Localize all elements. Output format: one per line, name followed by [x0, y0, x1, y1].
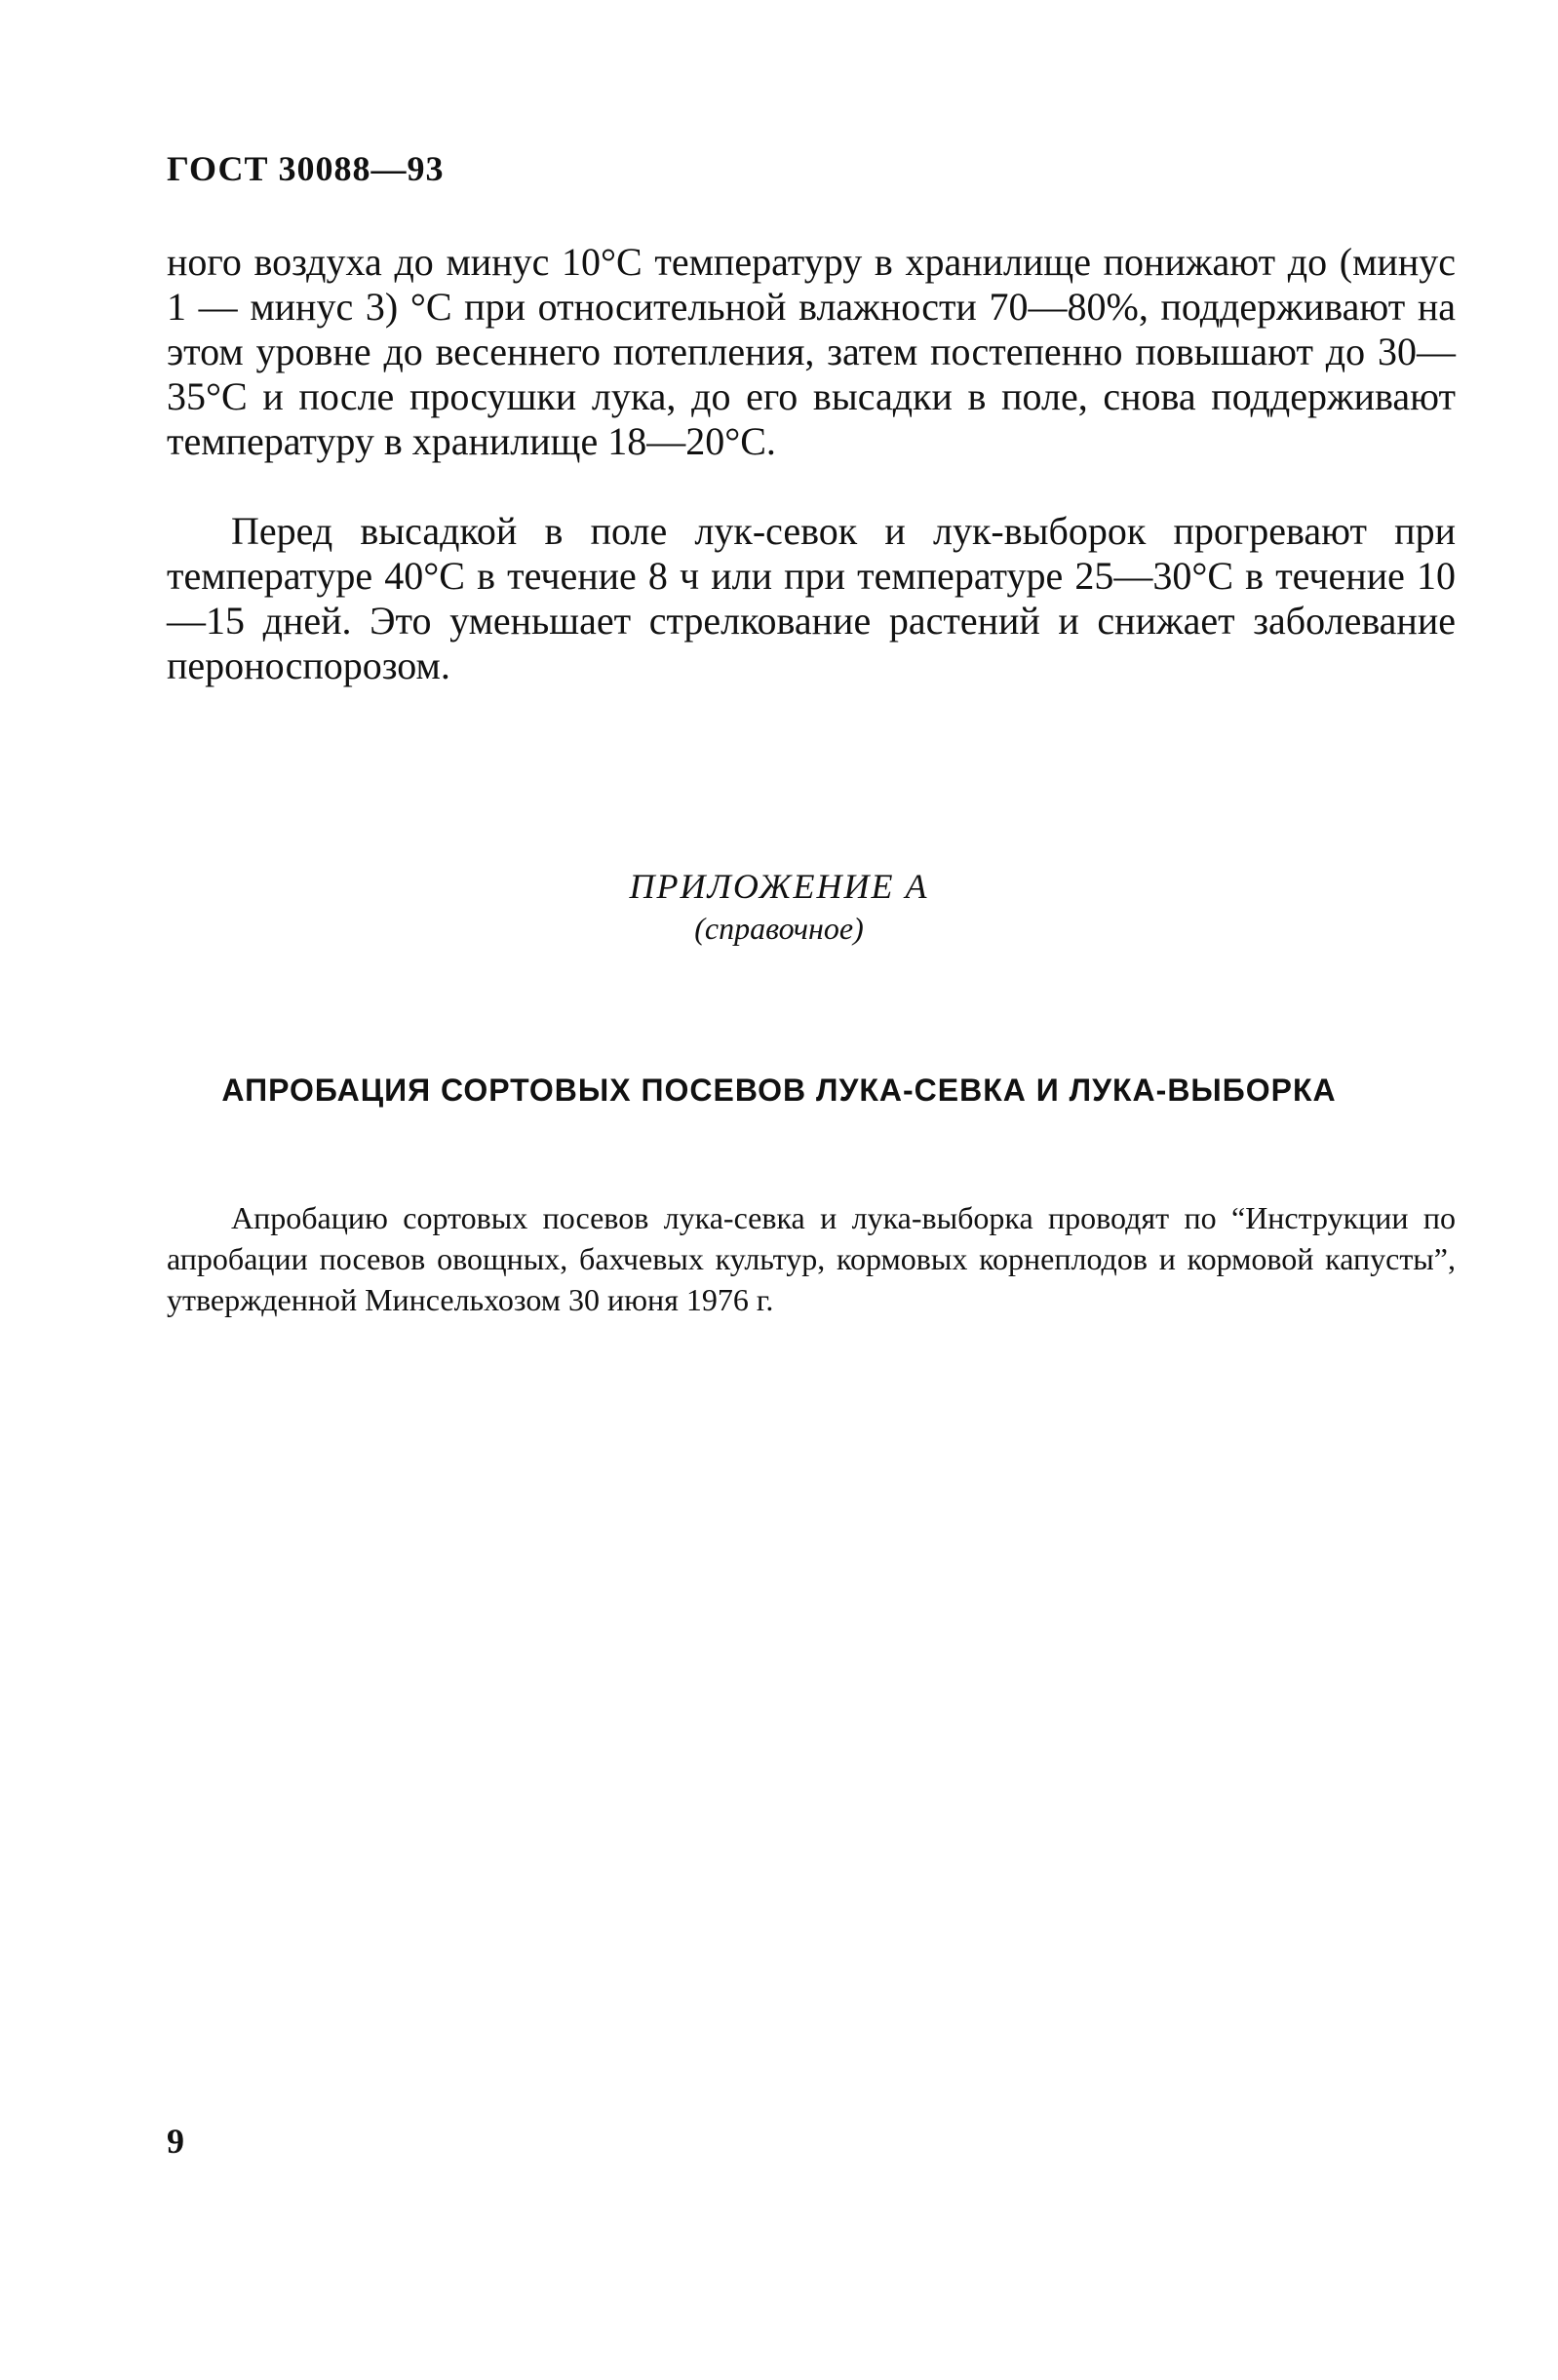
document-code: ГОСТ 30088—93 [167, 149, 445, 188]
appendix-heading: АПРОБАЦИЯ СОРТОВЫХ ПОСЕВОВ ЛУКА-СЕВКА И ЛУКА-ВЫБОРКА [221, 1073, 1337, 1108]
paragraph-storage-temperature: ного воздуха до минус 10°С температуру в хранилище понижают до (минус 1 — минус 3) °С при относительной влажности 70—80%, поддерживают на этом уровне до весеннего потепления, затем постепенно повышают до 30—35°С и после просушки лука, до его высадки в поле, снова поддерживают температуру в хранилище 18—20°С. [167, 240, 1456, 463]
appendix-title: ПРИЛОЖЕНИЕ А [629, 867, 929, 906]
appendix-text: Апробацию сортовых посевов лука-севка и лука-выборка проводят по “Инструкции по апробации посевов овощных, бахчевых культур, кормовых корнеплодов и кормовой капусты”, утвержденной Минсельхозом 30 июня 1976 г. [167, 1200, 1456, 1317]
appendix-subtitle: (справочное) [694, 911, 864, 946]
paragraph-preplanting-warming: Перед высадкой в поле лук-севок и лук-выборок прогревают при температуре 40°С в течение 8 ч или при температуре 25—30°С в течение 10—15 дней. Это уменьшает стрелкование растений и снижает заболевание пероноспорозом. [167, 509, 1456, 687]
page-number: 9 [167, 2122, 184, 2161]
